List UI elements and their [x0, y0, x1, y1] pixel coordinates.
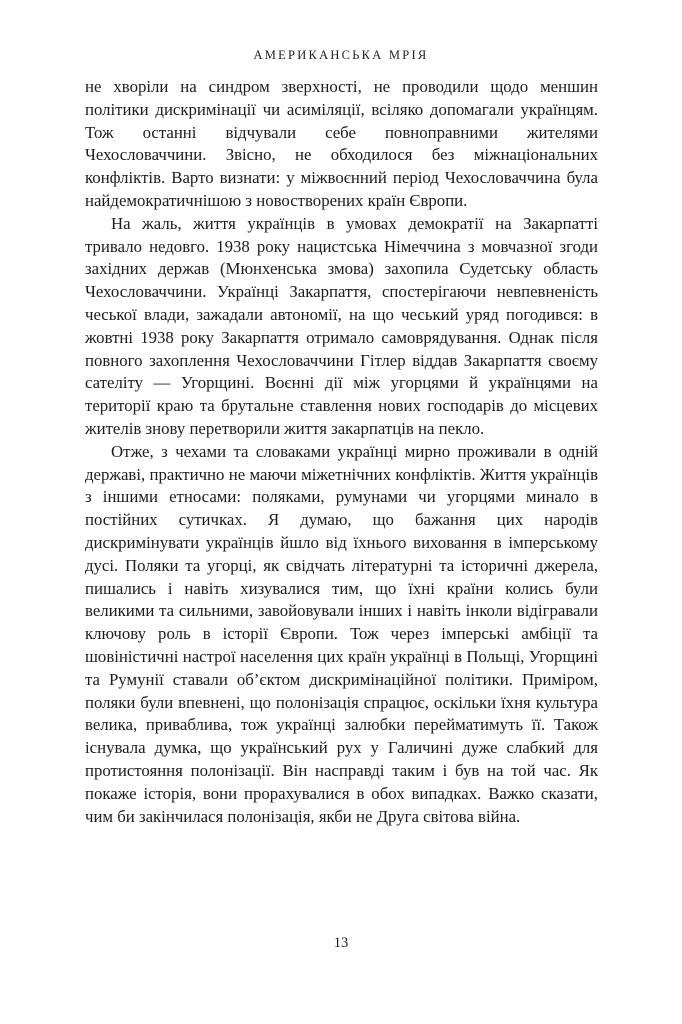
- page-body: [85, 76, 598, 828]
- paragraph: На жаль, життя українців в умовах демократії на Закарпатті тривало недовго. 1938 року нацистська Німеччина з мовчазної згоди західних держав (Мюнхенська змова) захопила Судетську область Чехословаччини. Українці Закарпаття, спостерігаючи невпевненість чеської влади, зажадали автономії, на що чеський уряд погодився: в жовтні 1938 року Закарпаття отримало самоврядування. Однак після повного захоплення Чехословаччини Гітлер віддав Закарпаття своєму сателіту — Угорщині. Воєнні дії між угорцями й українцями на території краю та брутальне ставлення нових господарів до місцевих жителів знову перетворили життя закарпатців на пекло.: [85, 213, 598, 438]
- page-number: 13: [333, 935, 349, 951]
- paragraph: Отже, з чехами та словаками українці мирно проживали в одній державі, практично не маючи міжетнічних конфліктів. Життя українців з іншими етносами: поляками, румунами чи угорцями минало в постійних сутичках. Я думаю, що бажання цих народів дискримінувати українців йшло від їхнього виховання в імперському дусі. Поляки та угорці, як свідчать літературні та історичні джерела, пишались і навіть хизувалися тим, що їхні країни колись були великими та сильними, завойовували інших і навіть інколи відігравали ключову роль в історії Європи. Тож через імперські амбіції та шовіністичні настрої населення цих країн українці в Польщі, Угорщині та Румунії ставали об’єктом дискримінаційної політики. Приміром, поляки були впевнені, що полонізація спрацює, оскільки їхня культура велика, приваблива, тож українці залюбки перейматимуть її. Також існувала думка, що український рух у Галичині дуже слабкий для протистояння полонізації. Він насправді таким і був на той час. Як покаже історія, вони прорахувалися в обох випадках. Важко сказати, чим би закінчилася полонізація, якби не Друга світова війна.: [85, 441, 598, 826]
- paragraph: не хворіли на синдром зверхності, не проводили щодо меншин політики дискримінації чи асиміляції, всіляко допомагали українцям. Тож останні відчували себе повноправними жителями Чехословаччини. Звісно, не обходилося без міжнаціональних конфліктів. Варто визнати: у міжвоєнний період Чехословаччина була найдемократичнішою з новостворених країн Європи.: [85, 77, 598, 210]
- running-header: АМЕРИКАНСЬКА МРІЯ: [253, 48, 429, 62]
